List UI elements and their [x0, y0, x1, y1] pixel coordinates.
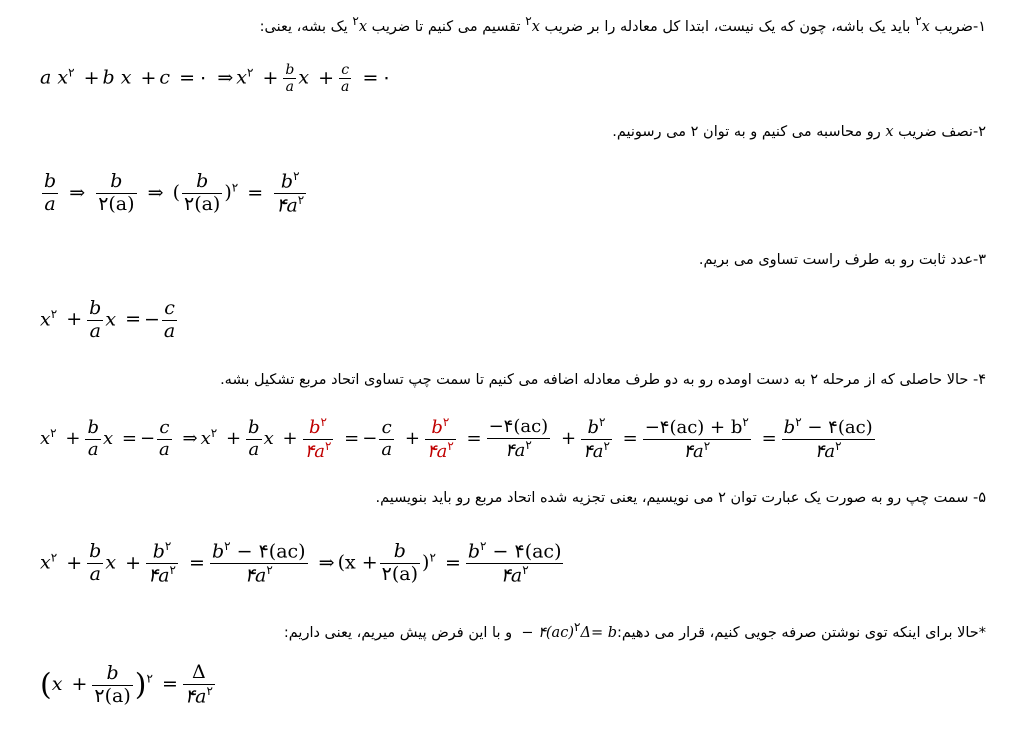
step-5-text: ۵- سمت چپ رو به صورت یک عبارت توان ۲ می نویسیم، یعنی تجزیه شده اتحاد مربع رو باید بنویسیم.	[375, 490, 986, 506]
step-1-text: ۱-ضریب $x^۲$ باید یک باشه، چون که یک نیست، ابتدا کل معادله را بر ضریب $x^۲$ تقسیم می کنیم تا ضریب $x^۲$ یک بشه، یعنی:	[259, 14, 986, 35]
step-2-text: ۲-نصف ضریب x رو محاسبه می کنیم و به توان ۲ می رسونیم.	[612, 124, 986, 140]
equation-6: (x + $\frac{b}{۲(a)}$ )$^۲$ = $\frac{\Delta}{۴a^۲}$	[40, 661, 213, 708]
equation-1: a $x^۲ + b$ x + c = ۰ ⇒ $x^۲$ + $\frac{b}{a}$ x + $\frac{c}{a}$ = ۰	[40, 62, 392, 96]
equation-3: $x^۲$ + $\frac{b}{a}$ x = − $\frac{c}{a}$	[40, 297, 176, 342]
equation-5: $x^۲$ + $\frac{b}{a}$ x + $\frac{b^۲}{۴a^۲}$ = $\frac{b^۲ - ۴(ac)}{۴a^۲}$ ⇒ (x + $\frac{b}{۲(a)}$ )$^۲$ = $\frac{b^۲ - ۴(ac)}{۴a^۲}$	[40, 539, 562, 587]
equation-2: $\frac{b}{a}$ ⇒ $\frac{b}{۲(a)}$ ⇒ ( $\frac{b}{۲(a)}$ )$^۲$ = $\frac{b^۲}{۴a^۲}$	[44, 169, 305, 217]
step-3-text: ۳-عدد ثابت رو به طرف راست تساوی می بریم.	[698, 252, 986, 268]
step-6-text: *حالا برای اینکه توی نوشتن صرفه جویی کنیم، قرار می دهیم:Δ= $b^۲$ − ۴(ac) و با این فرض پیش میریم، یعنی داریم:	[283, 620, 986, 641]
equation-4: $x^۲$ + $\frac{b}{a}$ x = − $\frac{c}{a}$ ⇒ $x^۲$ + $\frac{b}{a}$ x + $\frac{b^۲}{۴a^۲}$ = − $\frac{c}{a}$ + $\frac{b^۲}{۴a^۲}$ = $\frac{-۴(ac)}{۴a^۲}$ + $\frac{b^۲}{۴a^۲}$ = $\frac{-۴(ac) + b^۲}{۴a^۲}$ = $\frac{b^۲ - ۴(ac)}{۴a^۲}$	[40, 415, 873, 462]
step-4-text: ۴- حالا حاصلی که از مرحله ۲ به دست اومده رو به دو طرف معادله اضافه می کنیم تا سمت چپ تساوی اتحاد مربع تشکیل بشه.	[220, 372, 986, 388]
